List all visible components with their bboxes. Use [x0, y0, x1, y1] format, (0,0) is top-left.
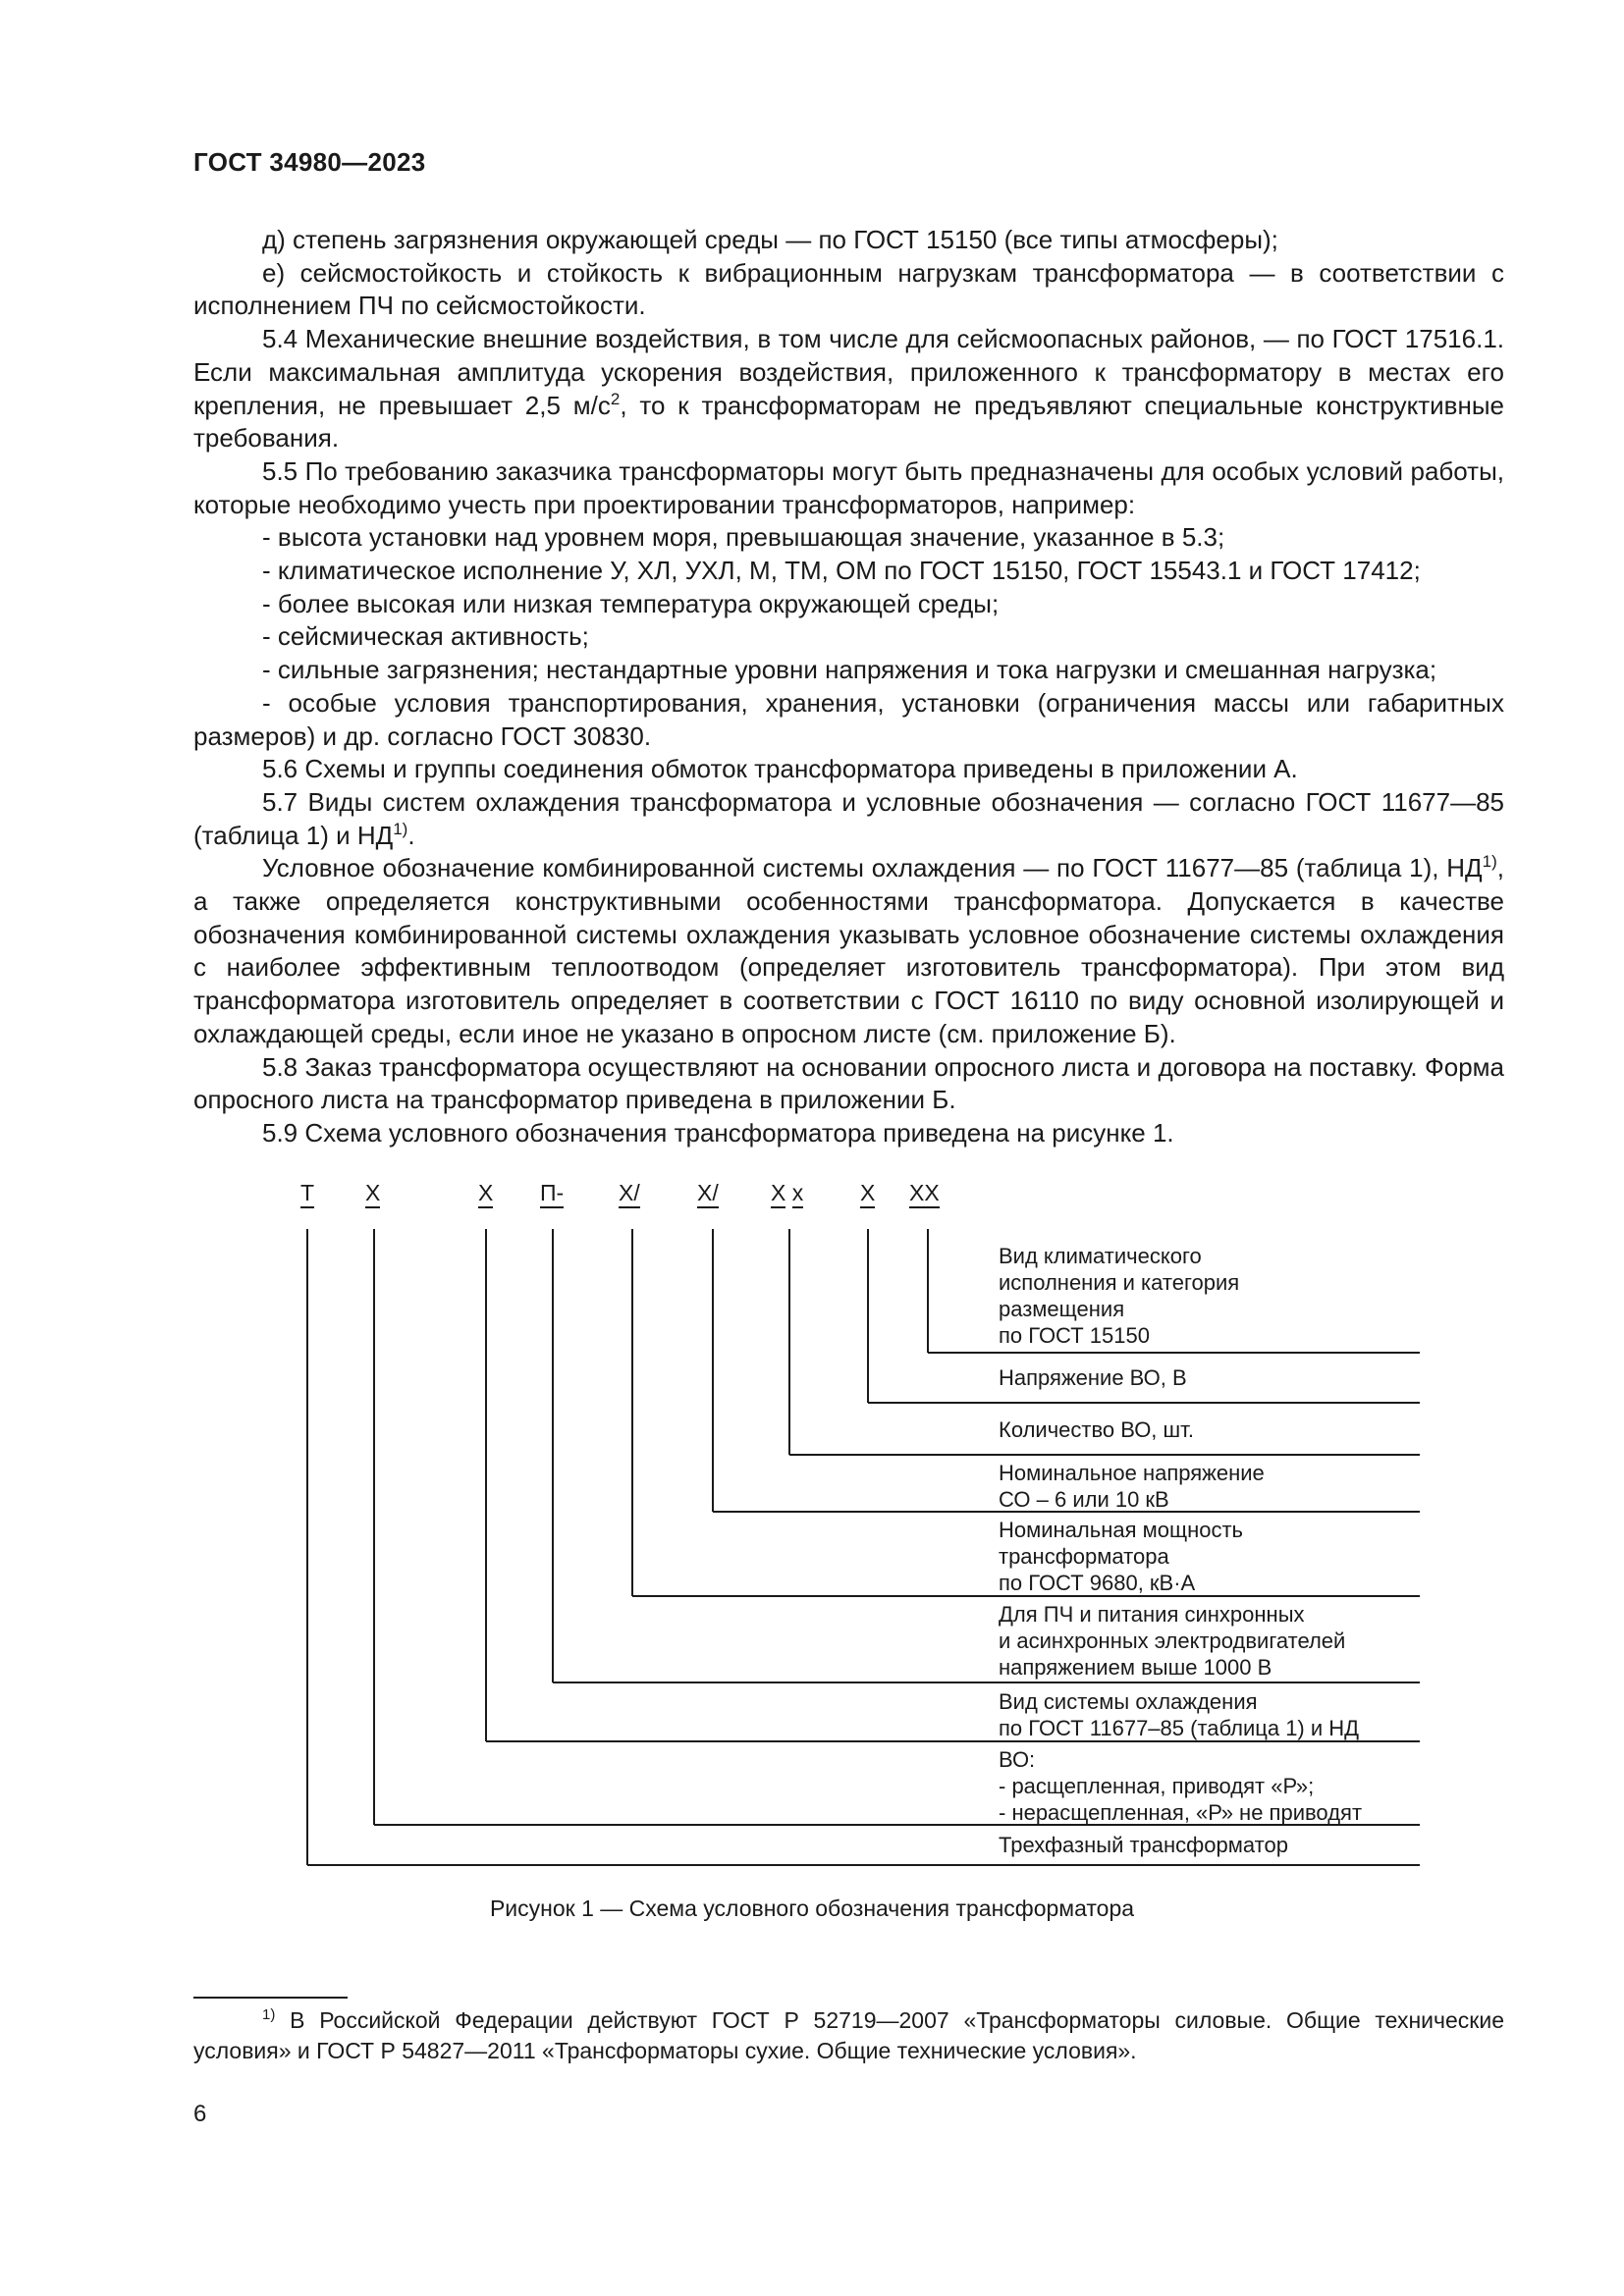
paragraph-text: 5.4 Механические внешние воздействия, в том числе для сейсмоопасных районов, — по ГОСТ 17516.1. Если максимальная амплитуда ускорения воздействия, приложенного к трансформатору в местах его крепления, не превышает 2,5 м/с — [193, 324, 1504, 420]
list-item — [193, 555, 1504, 588]
superscript: 1) — [1482, 852, 1497, 872]
label-nominal-voltage: Номинальное напряжение СО – 6 или 10 кВ — [999, 1461, 1265, 1512]
paragraph — [193, 455, 1504, 521]
label-pch: Для ПЧ и питания синхронных и асинхронных электродвигателей напряжением выше 1000 В — [999, 1602, 1346, 1680]
paragraph-text: д) степень загрязнения окружающей среды — по ГОСТ 15150 (все типы атмосферы); — [262, 225, 1278, 254]
footnote — [193, 2005, 1504, 2066]
paragraph — [193, 224, 1504, 257]
paragraph — [193, 1117, 1504, 1150]
label-vo-split: ВО: - расщепленная, приводят «Р»; - нерасщепленная, «Р» не приводят — [999, 1747, 1363, 1825]
list-item — [193, 588, 1504, 621]
paragraph-text: 5.7 Виды систем охлаждения трансформатора и условные обозначения — согласно ГОСТ 11677—85 (таблица 1) и НД — [193, 786, 1504, 850]
paragraph-text: - сейсмическая активность; — [262, 621, 589, 652]
code-x-small-x: Х х — [771, 1182, 803, 1204]
paragraph-text: 5.9 Схема условного обозначения трансформатора приведена на рисунке 1. — [262, 1117, 1174, 1148]
paragraph — [193, 786, 1504, 852]
paragraph — [193, 257, 1504, 323]
paragraph-text-continued: , а также определяется конструктивными особенностями трансформатора. Допускается в качестве обозначения комбинированной системы охлаждения указывать условное обозначение системы охлаждения с наиболее эффективным теплоотводом (определяет изготовитель трансформатора). При этом вид трансформатора изготовитель определяет в соответствии с ГОСТ 16110 по виду основной изолирующей и охлаждающей среды, если иное не указано в опросном листе (см. приложение Б). — [193, 853, 1504, 1048]
paragraph — [193, 852, 1504, 1050]
footnote-mark: 1) — [262, 2006, 276, 2023]
label-count-vo: Количество ВО, шт. — [999, 1417, 1194, 1442]
label-voltage-vo: Напряжение ВО, В — [999, 1365, 1187, 1390]
paragraph-text: - особые условия транспортирования, хранения, установки (ограничения массы или габаритных размеров) и др. согласно ГОСТ 30830. — [193, 687, 1504, 751]
paragraph-text-continued: . — [407, 820, 415, 850]
list-item — [193, 620, 1504, 654]
code-x-slash-1: Х/ — [619, 1182, 640, 1204]
paragraph — [193, 323, 1504, 455]
paragraph-text: 5.6 Схемы и группы соединения обмоток трансформатора приведены в приложении А. — [262, 754, 1298, 784]
list-item — [193, 521, 1504, 555]
superscript: 1) — [393, 819, 408, 838]
superscript: 2 — [610, 389, 621, 408]
code-p: П- — [540, 1182, 564, 1204]
code-t: Т — [300, 1182, 314, 1204]
paragraph — [193, 1051, 1504, 1117]
paragraph — [193, 753, 1504, 786]
paragraph-text: - климатическое исполнение У, ХЛ, УХЛ, М, ТМ, ОМ по ГОСТ 15150, ГОСТ 15543.1 и ГОСТ 17412; — [262, 556, 1421, 586]
body-text — [193, 224, 1504, 1150]
label-three-phase: Трехфазный трансформатор — [999, 1833, 1288, 1857]
code-x-1: Х — [365, 1182, 380, 1204]
code-x-slash-2: Х/ — [697, 1182, 719, 1204]
paragraph-text: 5.5 По требованию заказчика трансформаторы могут быть предназначены для особых условий работы, которые необходимо учесть при проектировании трансформаторов, например: — [193, 455, 1504, 519]
code-xx: ХХ — [909, 1182, 940, 1204]
paragraph-text: - более высокая или низкая температура окружающей среды; — [262, 588, 1000, 618]
paragraph — [193, 687, 1504, 753]
code-x-2: Х — [478, 1182, 493, 1204]
paragraph-text: е) сейсмостойкость и стойкость к вибрационным нагрузкам трансформатора — в соответствии с исполнением ПЧ по сейсмостойкости. — [193, 257, 1504, 321]
paragraph-text: - высота установки над уровнем моря, превышающая значение, указанное в 5.3; — [262, 522, 1225, 553]
label-nominal-power: Номинальная мощность трансформатора по ГОСТ 9680, кВ·А — [999, 1518, 1244, 1595]
label-cooling: Вид системы охлаждения по ГОСТ 11677–85 (таблица 1) и НД — [999, 1689, 1360, 1740]
footnote-rule — [193, 1997, 348, 1999]
footnote-text: В Российской Федерации действуют ГОСТ Р 52719—2007 «Трансформаторы силовые. Общие технические условия» и ГОСТ Р 54827—2011 «Трансформаторы сухие. Общие технические условия». — [193, 2007, 1504, 2063]
code-x-3: Х — [860, 1182, 875, 1204]
label-climate: Вид климатического исполнения и категория размещения по ГОСТ 15150 — [999, 1244, 1240, 1348]
figure-caption: Рисунок 1 — Схема условного обозначения трансформатора — [489, 1896, 1135, 1921]
paragraph-text: - сильные загрязнения; нестандартные уровни напряжения и тока нагрузки и смешанная нагрузка; — [262, 655, 1437, 685]
paragraph-text: Условное обозначение комбинированной системы охлаждения — по ГОСТ 11677—85 (таблица 1), НД — [262, 853, 1483, 883]
paragraph-text-continued: , то к трансформаторам не предъявляют специальные конструктивные требования. — [193, 390, 1505, 454]
page-number: 6 — [193, 2101, 207, 2127]
list-item — [193, 654, 1504, 687]
page-header-doc-id: ГОСТ 34980—2023 — [193, 147, 426, 177]
paragraph-text: 5.8 Заказ трансформатора осуществляют на основании опросного листа и договора на поставку. Форма опросного листа на трансформатор приведена в приложении Б. — [193, 1051, 1504, 1115]
